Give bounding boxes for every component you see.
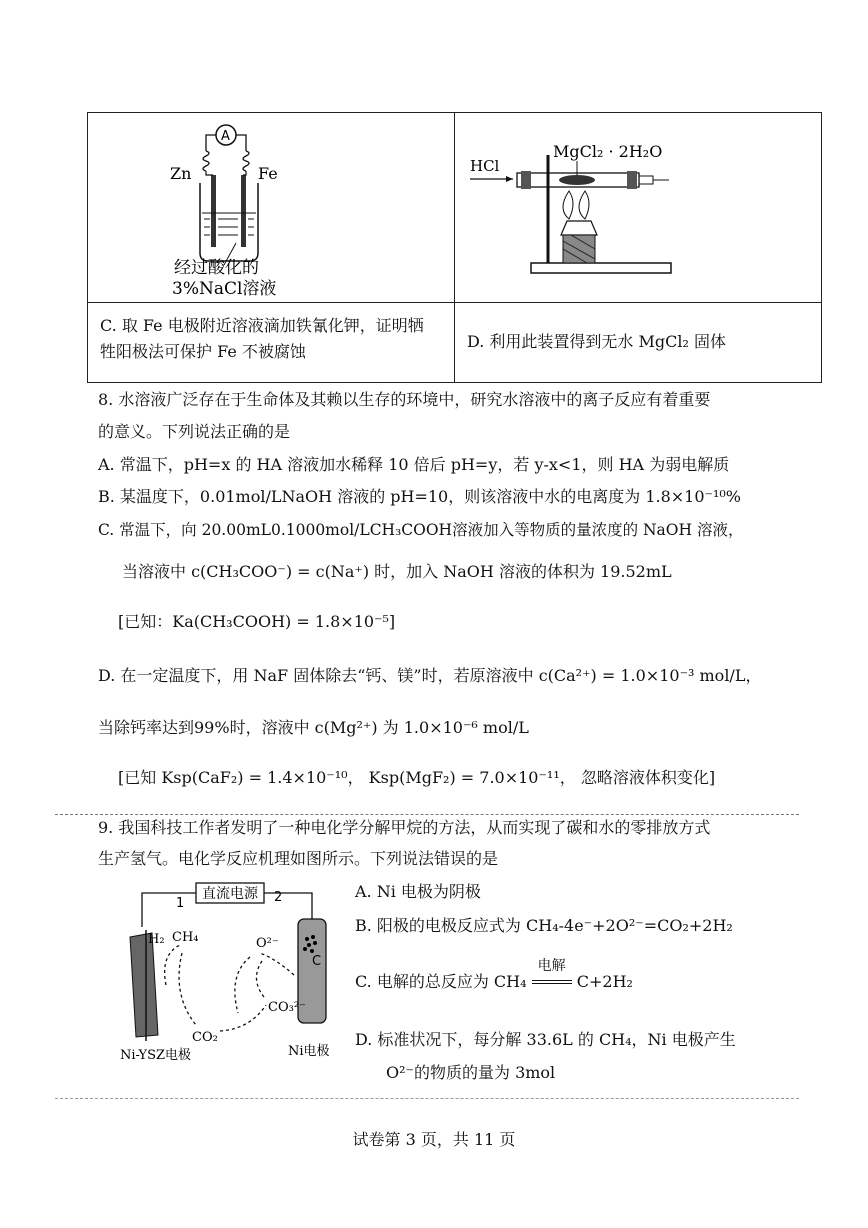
q8-option-d-line2: 当除钙率达到99%时，溶液中 c(Mg²⁺) 为 1.0×10⁻⁶ mol/L bbox=[98, 718, 529, 737]
terminal-1-label: 1 bbox=[176, 896, 185, 911]
q8-option-b: B. 某温度下，0.01mol/LNaOH 溶液的 pH=10，则该溶液中水的电离度为 1.8×10⁻¹⁰% bbox=[98, 487, 742, 506]
electrolysis-condition: 电解 bbox=[537, 958, 566, 974]
q9-option-d-line2: O²⁻的物质的量为 3mol bbox=[386, 1063, 556, 1082]
ni-electrode-label: Ni电极 bbox=[288, 1044, 330, 1059]
page-footer: 试卷第 3 页，共 11 页 bbox=[352, 1130, 516, 1149]
carbon-label: C bbox=[312, 954, 322, 969]
o2-ion-label: O²⁻ bbox=[256, 936, 279, 951]
figure-c-cell bbox=[88, 113, 455, 303]
fe-label: Fe bbox=[258, 164, 278, 183]
q9-option-c bbox=[355, 958, 633, 992]
hcl-label: HCl bbox=[470, 157, 500, 175]
ch4-label: CH₄ bbox=[172, 930, 199, 945]
q9-stem-line2: 生产氢气。电化学反应机理如图所示。下列说法错误的是 bbox=[98, 849, 499, 868]
q7-option-c-line2: 牲阳极法可保护 Fe 不被腐蚀 bbox=[100, 342, 306, 361]
q8-option-d-line1: D. 在一定温度下，用 NaF 固体除去“钙、镁”时，若原溶液中 c(Ca²⁺) = 1.0×10⁻³ mol/L， bbox=[98, 666, 762, 685]
ni-ysz-electrode-label: Ni-YSZ电极 bbox=[120, 1048, 192, 1063]
q9-option-c-prefix: C. 电解的总反应为 CH₄ bbox=[355, 972, 527, 991]
q8-stem-line2: 的意义。下列说法正确的是 bbox=[98, 422, 291, 441]
q9-stem-line1: 9. 我国科技工作者发明了一种电化学分解甲烷的方法，从而实现了碳和水的零排放方式 bbox=[98, 818, 711, 837]
q8-option-d-line3: [已知 Ksp(CaF₂) = 1.4×10⁻¹⁰， Ksp(MgF₂) = 7.0×10⁻¹¹， 忽略溶液体积变化] bbox=[118, 768, 716, 787]
h2-label: H₂ bbox=[148, 932, 165, 947]
mgcl2-label: MgCl₂ · 2H₂O bbox=[553, 142, 663, 161]
electrolysis-mechanism-diagram bbox=[100, 875, 340, 1065]
terminal-2-label: 2 bbox=[274, 890, 283, 905]
option-d-cell bbox=[455, 303, 822, 383]
q9-option-d-line1: D. 标准状况下，每分解 33.6L 的 CH₄，Ni 电极产生 bbox=[355, 1030, 736, 1049]
co2-label: CO₂ bbox=[192, 1030, 218, 1045]
q8-option-c-line2: 当溶液中 c(CH₃COO⁻) = c(Na⁺) 时，加入 NaOH 溶液的体积为 19.52mL bbox=[122, 562, 672, 581]
figure-d-cell bbox=[455, 113, 822, 303]
power-supply-label: 直流电源 bbox=[202, 886, 258, 902]
q7-option-d: D. 利用此装置得到无水 MgCl₂ 固体 bbox=[467, 332, 727, 351]
solution-caption-2: 3%NaCl溶液 bbox=[172, 279, 277, 299]
zn-label: Zn bbox=[170, 164, 192, 183]
co3-ion-label: CO₃²⁻ bbox=[268, 1000, 306, 1015]
q9-option-c-suffix: C+2H₂ bbox=[576, 972, 633, 991]
q8-option-c-line1: C. 常温下，向 20.00mL0.1000mol/LCH₃COOH溶液加入等物质的量浓度的 NaOH 溶液， bbox=[98, 521, 744, 539]
q7-option-c-line1: C. 取 Fe 电极附近溶液滴加铁氰化钾，证明牺 bbox=[100, 316, 424, 335]
q8-option-a: A. 常温下，pH=x 的 HA 溶液加水稀释 10 倍后 pH=y，若 y-x<1，则 HA 为弱电解质 bbox=[98, 455, 730, 474]
reaction-arrow bbox=[532, 958, 572, 984]
solution-caption-1: 经过酸化的 bbox=[174, 258, 259, 278]
q7-options-table bbox=[87, 112, 822, 383]
q8-option-c-line3: [已知：Ka(CH₃COOH) = 1.8×10⁻⁵] bbox=[118, 612, 396, 631]
galvanic-cell-diagram bbox=[88, 113, 444, 303]
q9-option-b: B. 阳极的电极反应式为 CH₄-4e⁻+2O²⁻=CO₂+2H₂ bbox=[355, 916, 733, 935]
q9-option-a: A. Ni 电极为阴极 bbox=[355, 882, 481, 901]
ammeter-label: A bbox=[221, 129, 230, 144]
dehydration-apparatus-diagram bbox=[455, 113, 833, 303]
q8-stem-line1: 8. 水溶液广泛存在于生命体及其赖以生存的环境中，研究水溶液中的离子反应有着重要 bbox=[98, 390, 711, 409]
option-c-cell bbox=[88, 303, 455, 383]
